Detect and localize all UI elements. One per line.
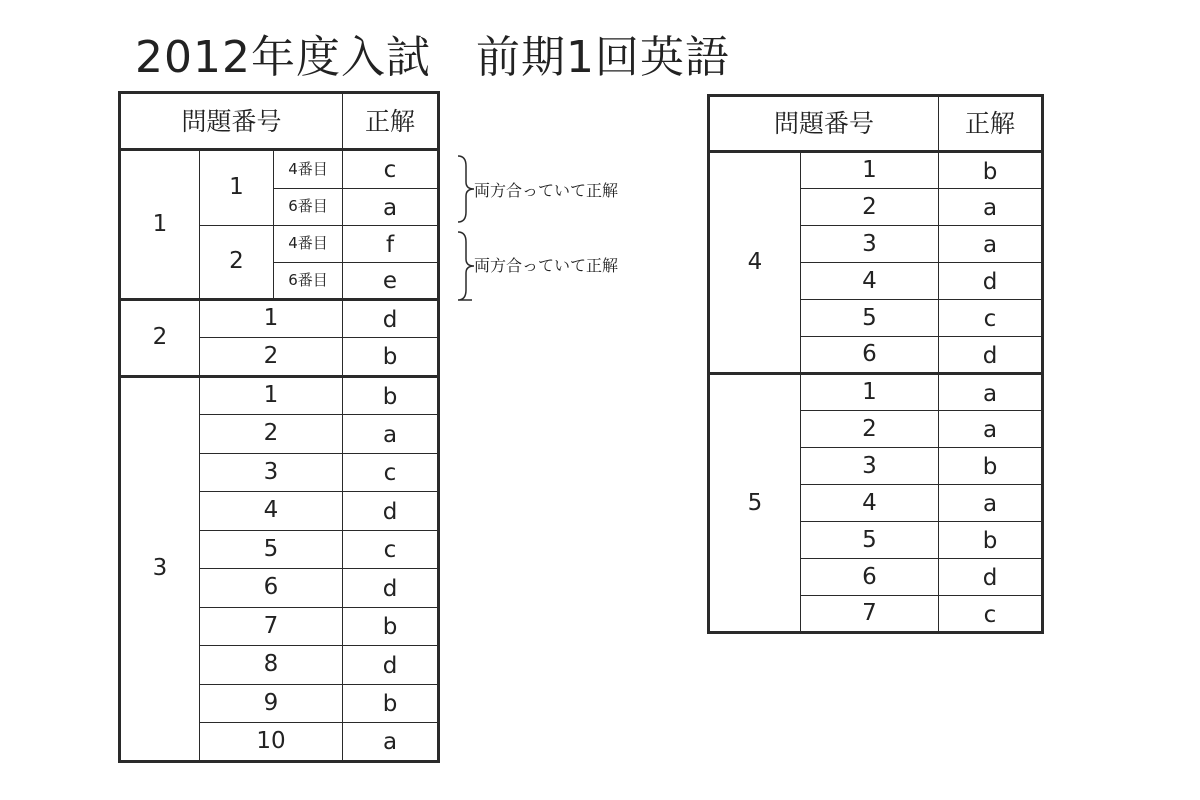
answer-cell: a bbox=[939, 485, 1043, 522]
answer-cell: d bbox=[343, 299, 439, 338]
position-label: 6番目 bbox=[274, 262, 343, 299]
question-number: 5 bbox=[200, 530, 343, 569]
question-number: 8 bbox=[200, 646, 343, 685]
question-number: 6 bbox=[801, 337, 939, 374]
table-row bbox=[120, 150, 439, 189]
table-row bbox=[709, 374, 1043, 411]
answer-cell: d bbox=[343, 492, 439, 531]
answer-cell: c bbox=[343, 453, 439, 492]
answer-cell: a bbox=[343, 723, 439, 762]
group-label-5: 5 bbox=[709, 374, 801, 633]
question-number: 1 bbox=[801, 374, 939, 411]
question-number: 5 bbox=[801, 522, 939, 559]
question-number: 6 bbox=[801, 559, 939, 596]
answer-cell: b bbox=[343, 607, 439, 646]
position-label: 6番目 bbox=[274, 188, 343, 225]
header-answer: 正解 bbox=[343, 93, 439, 150]
answer-cell: d bbox=[939, 559, 1043, 596]
question-number: 10 bbox=[200, 723, 343, 762]
question-number: 9 bbox=[200, 684, 343, 723]
position-label: 4番目 bbox=[274, 225, 343, 262]
group-label-1: 1 bbox=[120, 150, 200, 300]
header-answer: 正解 bbox=[939, 96, 1043, 152]
answer-cell: c bbox=[939, 300, 1043, 337]
group-label-3: 3 bbox=[120, 376, 200, 761]
answer-cell: d bbox=[939, 263, 1043, 300]
answer-cell: b bbox=[939, 448, 1043, 485]
question-number: 4 bbox=[801, 485, 939, 522]
answer-cell: a bbox=[939, 411, 1043, 448]
sub-label-1-2: 2 bbox=[200, 225, 274, 299]
answer-cell: c bbox=[939, 596, 1043, 633]
question-number: 3 bbox=[801, 226, 939, 263]
answer-cell: d bbox=[939, 337, 1043, 374]
question-number: 4 bbox=[801, 263, 939, 300]
answer-cell: a bbox=[939, 189, 1043, 226]
answer-cell: d bbox=[343, 646, 439, 685]
position-label: 4番目 bbox=[274, 150, 343, 189]
answer-table-right bbox=[707, 94, 1044, 634]
brace-icon bbox=[456, 154, 476, 224]
question-number: 6 bbox=[200, 569, 343, 608]
sub-label-1-1: 1 bbox=[200, 150, 274, 226]
answer-cell: f bbox=[343, 225, 439, 262]
answer-cell: b bbox=[939, 152, 1043, 189]
group-label-2: 2 bbox=[120, 299, 200, 376]
question-number: 7 bbox=[200, 607, 343, 646]
question-number: 2 bbox=[801, 189, 939, 226]
answer-cell: a bbox=[343, 415, 439, 454]
answer-cell: b bbox=[343, 338, 439, 377]
table-row bbox=[120, 299, 439, 338]
answer-cell: a bbox=[939, 226, 1043, 263]
note-both-correct-2: 両方合っていて正解 bbox=[474, 256, 619, 275]
note-both-correct-1: 両方合っていて正解 bbox=[474, 181, 619, 200]
question-number: 7 bbox=[801, 596, 939, 633]
answer-cell: d bbox=[343, 569, 439, 608]
question-number: 3 bbox=[801, 448, 939, 485]
answer-cell: a bbox=[343, 188, 439, 225]
question-number: 3 bbox=[200, 453, 343, 492]
answer-cell: b bbox=[343, 376, 439, 415]
answer-cell: a bbox=[939, 374, 1043, 411]
question-number: 4 bbox=[200, 492, 343, 531]
brace-icon bbox=[456, 230, 476, 302]
question-number: 1 bbox=[200, 376, 343, 415]
answer-cell: b bbox=[939, 522, 1043, 559]
page-title: 2012年度入試 前期1回英語 bbox=[135, 32, 730, 83]
answer-cell: c bbox=[343, 530, 439, 569]
question-number: 5 bbox=[801, 300, 939, 337]
answer-cell: c bbox=[343, 150, 439, 189]
question-number: 1 bbox=[200, 299, 343, 338]
question-number: 1 bbox=[801, 152, 939, 189]
table-row bbox=[709, 152, 1043, 189]
question-number: 2 bbox=[200, 338, 343, 377]
group-label-4: 4 bbox=[709, 152, 801, 374]
table-header bbox=[709, 96, 1043, 152]
table-row bbox=[120, 376, 439, 415]
question-number: 2 bbox=[801, 411, 939, 448]
question-number: 2 bbox=[200, 415, 343, 454]
answer-cell: e bbox=[343, 262, 439, 299]
answer-cell: b bbox=[343, 684, 439, 723]
answer-table-left bbox=[118, 91, 440, 763]
header-question-number: 問題番号 bbox=[120, 93, 343, 150]
table-header bbox=[120, 93, 439, 150]
header-question-number: 問題番号 bbox=[709, 96, 939, 152]
